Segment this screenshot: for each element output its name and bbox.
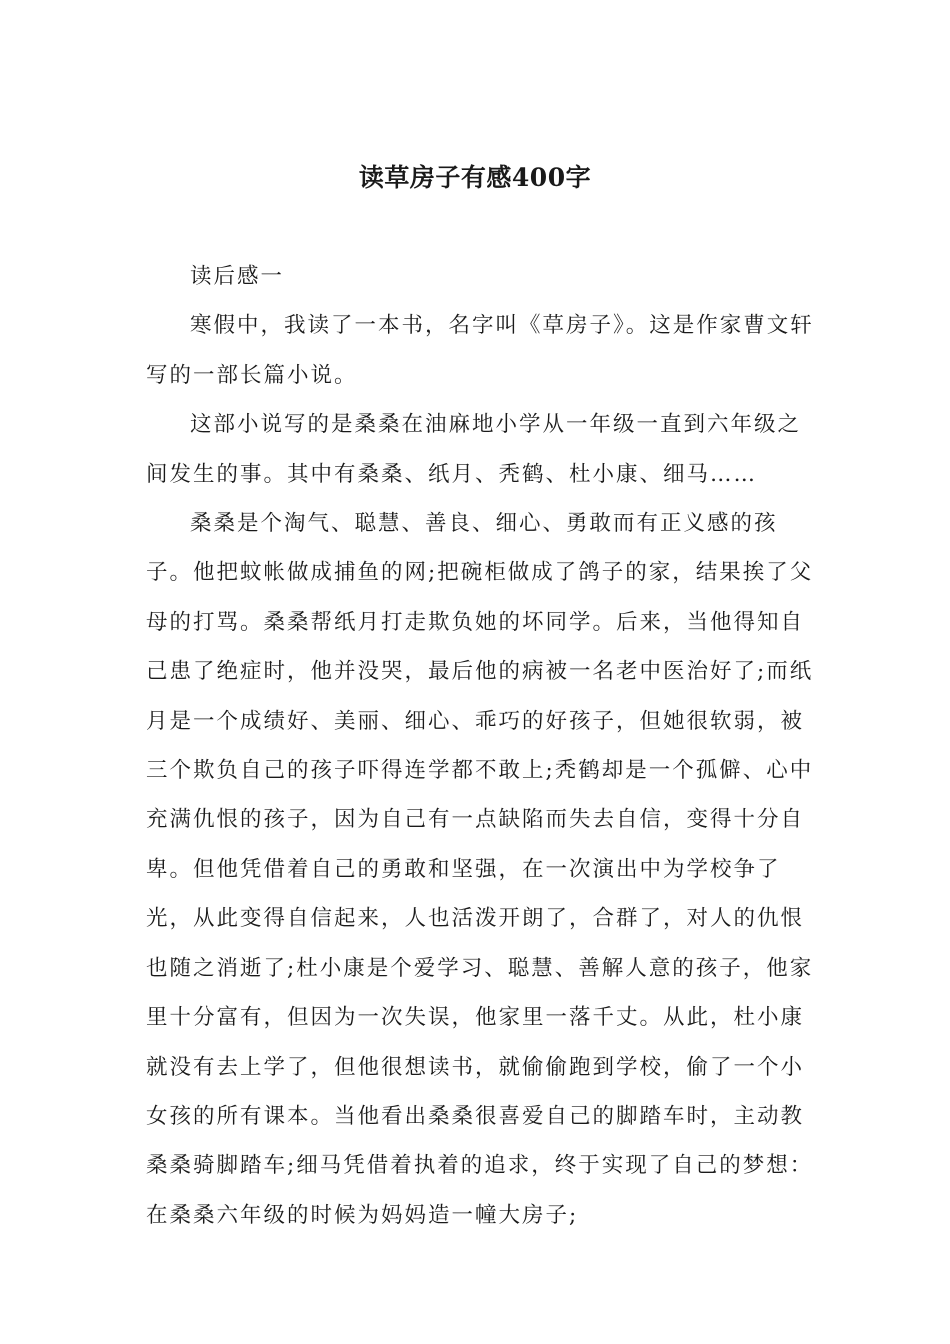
document-title: 读草房子有感400字 [358, 163, 592, 192]
paragraph: 寒假中，我读了一本书，名字叫《草房子》。这是作家曹文轩写的一部长篇小说。 [146, 313, 814, 388]
section-heading: 读后感一 [190, 264, 285, 289]
paragraph: 这部小说写的是桑桑在油麻地小学从一年级一直到六年级之间发生的事。其中有桑桑、纸月、秃鹤、杜小康、细马…… [146, 412, 802, 487]
document-body [146, 252, 822, 1240]
paragraph: 桑桑是个淘气、聪慧、善良、细心、勇敢而有正义感的孩子。他把蚊帐做成捕鱼的网;把碗柜做成了鸽子的家，结果挨了父母的打骂。桑桑帮纸月打走欺负她的坏同学。后来，当他得知自己患了绝症时，他并没哭，最后他的病被一名老中医治好了;而纸月是一个成绩好、美丽、细心、乖巧的好孩子，但她很软弱，被三个欺负自己的孩子吓得连学都不敢上;秃鹤却是一个孤僻、心中充满仇恨的孩子，因为自己有一点缺陷而失去自信，变得十分自卑。但他凭借着自己的勇敢和坚强，在一次演出中为学校争了光，从此变得自信起来，人也活泼开朗了，合群了，对人的仇恨也随之消逝了;杜小康是个爱学习、聪慧、善解人意的孩子，他家里十分富有，但因为一次失误，他家里一落千丈。从此，杜小康就没有去上学了，但他很想读书，就偷偷跑到学校，偷了一个小女孩的所有课本。当他看出桑桑很喜爱自己的脚踏车时，主动教桑桑骑脚踏车;细马凭借着执着的追求，终于实现了自己的梦想：在桑桑六年级的时候为妈妈造一幢大房子; [146, 511, 814, 1228]
